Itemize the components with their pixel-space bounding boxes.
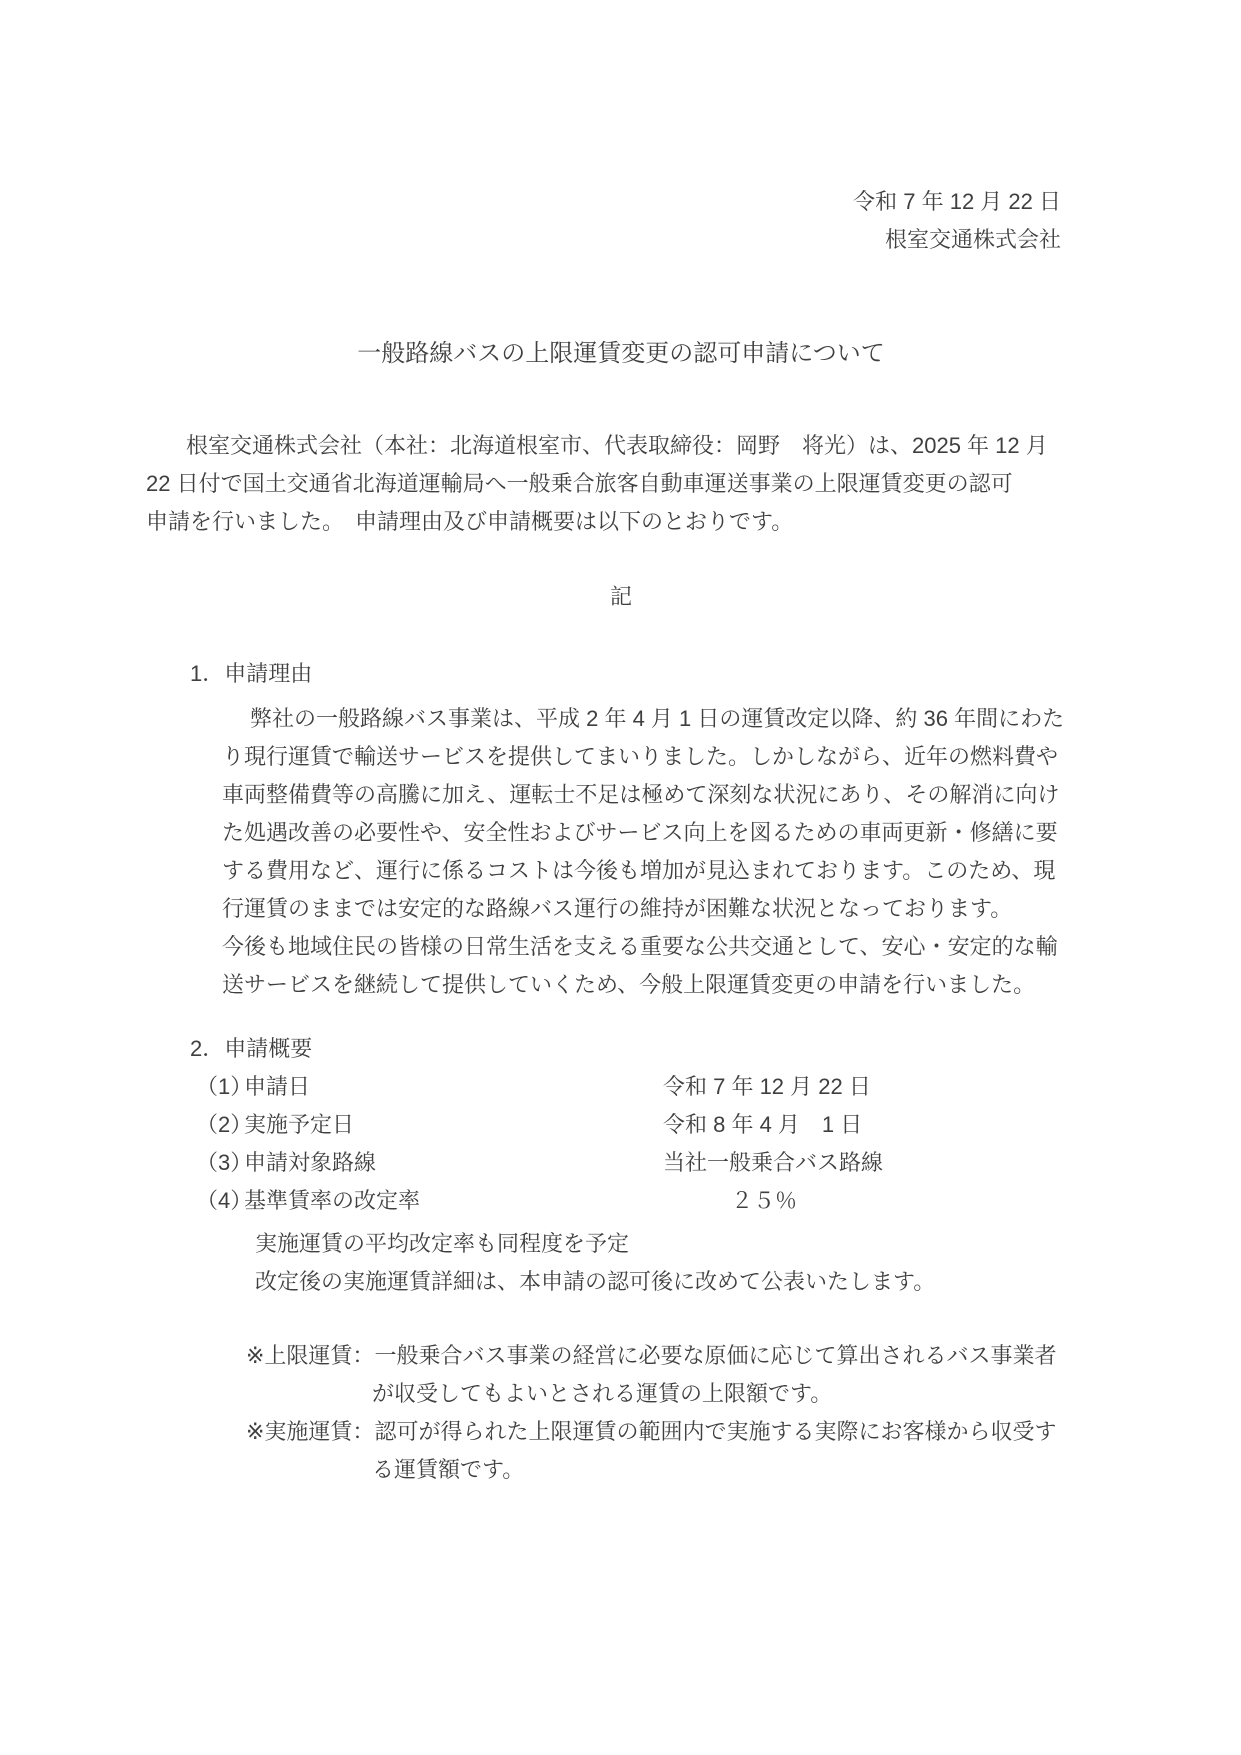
section1-heading: 1．申請理由: [190, 661, 313, 686]
supplement-line: 実施運賃の平均改定率も同程度を予定: [255, 1231, 630, 1256]
item-value: ２５％: [731, 1188, 798, 1213]
item-value: 令和 8 年 4 月 1 日: [663, 1112, 863, 1137]
application-item-row: [196, 1068, 1096, 1106]
body-line: 送サービスを継続して提供していくため、今般上限運賃変更の申請を行いました。: [222, 972, 1036, 997]
item-value: 令和 7 年 12 月 22 日: [663, 1074, 871, 1099]
item-label: 申請対象路線: [244, 1150, 377, 1175]
note-upper-fare-cont: が収受してもよいとされる運賃の上限額です。: [372, 1381, 833, 1406]
document-title: 一般路線バスの上限運賃変更の認可申請について: [357, 340, 885, 367]
document-date: 令和 7 年 12 月 22 日: [853, 189, 1061, 214]
supplement-line: 改定後の実施運賃詳細は、本申請の認可後に改めて公表いたします。: [255, 1269, 936, 1294]
item-value: 当社一般乗合バス路線: [663, 1150, 884, 1175]
note-text: 一般乗合バス事業の経営に必要な原価に応じて算出されるバス事業者: [374, 1343, 1057, 1368]
body-line: た処遇改善の必要性や、安全性およびサービス向上を図るための車両更新・修繕に要: [222, 820, 1058, 845]
item-label: 基準賃率の改定率: [244, 1188, 421, 1213]
body-line: 弊社の一般路線バス事業は、平成 2 年 4 月 1 日の運賃改定以降、約 36 年間にわた: [250, 706, 1065, 731]
item-number: （4）: [196, 1188, 253, 1213]
body-line: する費用など、運行に係るコストは今後も増加が見込まれております。このため、現: [222, 858, 1056, 883]
item-number: （1）: [196, 1074, 253, 1099]
section2-heading: 2．申請概要: [190, 1036, 313, 1061]
body-line: 車両整備費等の高騰に加え、運転士不足は極めて深刻な状況にあり、その解消に向け: [222, 782, 1060, 807]
application-item-row: [196, 1144, 1096, 1182]
intro-paragraph: [146, 427, 1096, 541]
application-item-row: [196, 1106, 1096, 1144]
intro-line: 22 日付で国土交通省北海道運輸局へ一般乗合旅客自動車運送事業の上限運賃変更の認可: [146, 471, 1013, 496]
note-term: ※実施運賃：: [246, 1419, 375, 1444]
note-text: 認可が得られた上限運賃の範囲内で実施する実際にお客様から収受す: [374, 1419, 1057, 1444]
item-label: 申請日: [244, 1074, 311, 1099]
note-actual-fare-cont: る運賃額です。: [372, 1457, 525, 1482]
intro-line: 申請を行いました。 申請理由及び申請概要は以下のとおりです。: [146, 509, 794, 534]
item-label: 実施予定日: [244, 1112, 355, 1137]
note-upper-fare: [246, 1337, 1096, 1375]
section1-paragraph: [222, 700, 1096, 1004]
body-line: 今後も地域住民の皆様の日常生活を支える重要な公共交通として、安心・安定的な輸: [222, 934, 1058, 959]
body-line: 行運賃のままでは安定的な路線バス運行の維持が困難な状況となっております。: [222, 896, 1013, 921]
company-name: 根室交通株式会社: [884, 227, 1061, 252]
document-content: [146, 183, 1096, 1489]
application-item-row: [196, 1182, 1096, 1220]
item-number: （2）: [196, 1112, 253, 1137]
item-number: （3）: [196, 1150, 253, 1175]
note-actual-fare: [246, 1413, 1096, 1451]
note-term: ※上限運賃：: [246, 1343, 375, 1368]
body-line: り現行運賃で輸送サービスを提供してまいりました。しかしながら、近年の燃料費や: [222, 744, 1059, 769]
intro-line: 根室交通株式会社（本社：北海道根室市、代表取締役：岡野 将光）は、2025 年 12 月: [186, 433, 1048, 458]
ki-marker: 記: [609, 584, 632, 609]
